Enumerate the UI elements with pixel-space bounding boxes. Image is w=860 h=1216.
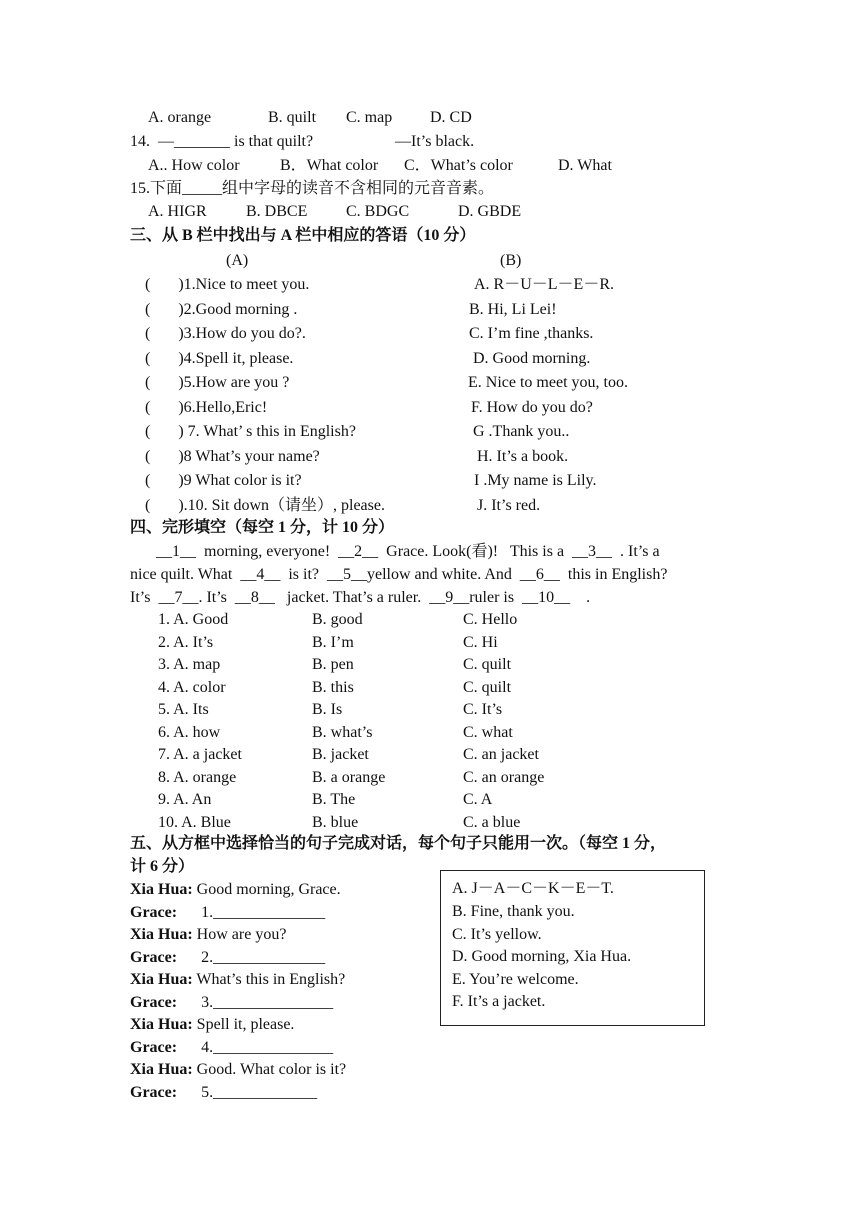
dialogue-line <box>130 948 325 968</box>
line-text: How are you? <box>192 926 287 943</box>
matching-item-b: E. Nice to meet you, too. <box>468 374 628 391</box>
choice-c: C. what <box>463 724 513 741</box>
section5-title-continued: 计 6 分） <box>130 858 195 875</box>
line-text: Good morning, Grace. <box>192 881 341 898</box>
matching-item-a: ( )6.Hello,Eric! <box>145 399 268 416</box>
choice-b: B. pen <box>312 656 354 673</box>
dialogue-line <box>130 880 341 900</box>
choice-b: B. Is <box>312 701 343 718</box>
choice-b: B. good <box>312 611 363 628</box>
matching-item-a: ( )8 What’s your name? <box>145 448 320 465</box>
choice-a: 8. A. orange <box>158 769 237 786</box>
answer-blank: 4._______________ <box>177 1039 334 1056</box>
box-option: F. It’s a jacket. <box>452 993 546 1010</box>
q13-option-d: D. CD <box>430 109 472 126</box>
q14-option-a: A.. How color <box>148 157 240 174</box>
speaker: Xia Hua: <box>130 926 193 943</box>
box-option: A. J－A－C－K－E－T. <box>452 880 614 897</box>
cloze-passage-line: nice quilt. What __4__ is it? __5__yellow and white. And __6__ this in English? <box>130 566 668 583</box>
choice-c: C. quilt <box>463 679 512 696</box>
choice-a: 3. A. map <box>158 656 221 673</box>
choice-a: 7. A. a jacket <box>158 746 242 763</box>
q14-option-b: B．What color <box>280 157 379 174</box>
matching-item-b: H. It’s a book. <box>477 448 569 465</box>
choice-c: C. a blue <box>463 814 521 831</box>
speaker: Xia Hua: <box>130 881 193 898</box>
q14-stem: 14. —_______ is that quilt? <box>130 133 314 150</box>
matching-item-a: ( )1.Nice to meet you. <box>145 276 310 293</box>
dialogue-line <box>130 1083 317 1103</box>
choice-b: B. jacket <box>312 746 369 763</box>
box-option: D. Good morning, Xia Hua. <box>452 948 632 965</box>
speaker: Grace: <box>130 994 178 1011</box>
choice-c: C. A <box>463 791 493 808</box>
answer-blank: 3._______________ <box>177 994 334 1011</box>
section4-title: 四、完形填空（每空 1 分，计 10 分） <box>130 519 395 536</box>
q15-option-d: D. GBDE <box>458 203 522 220</box>
choice-a: 2. A. It’s <box>158 634 214 651</box>
matching-item-b: I .My name is Lily. <box>474 472 597 489</box>
choice-b: B. blue <box>312 814 359 831</box>
matching-item-a: ( )9 What color is it? <box>145 472 302 489</box>
line-text: What’s this in English? <box>192 971 346 988</box>
speaker: Grace: <box>130 904 178 921</box>
box-option: C. It’s yellow. <box>452 926 542 943</box>
choice-a: 4. A. color <box>158 679 226 696</box>
choice-c: C. quilt <box>463 656 512 673</box>
dialogue-line <box>130 993 333 1013</box>
matching-item-a: ( )2.Good morning . <box>145 301 298 318</box>
q13-option-b: B. quilt <box>268 109 317 126</box>
q15-stem: 15.下面_____组中字母的读音不含相同的元音音素。 <box>130 180 495 197</box>
q14-option-d: D. What <box>558 157 612 174</box>
choice-a: 10. A. Blue <box>158 814 231 831</box>
line-text: Good. What color is it? <box>192 1061 347 1078</box>
line-text: Spell it, please. <box>192 1016 295 1033</box>
choice-b: B. this <box>312 679 354 696</box>
choice-b: B. a orange <box>312 769 386 786</box>
matching-item-b: A. R－U－L－E－R. <box>474 276 615 293</box>
dialogue-line <box>130 1038 333 1058</box>
q15-option-c: C. BDGC <box>346 203 410 220</box>
section3-title: 三、从 B 栏中找出与 A 栏中相应的答语（10 分） <box>130 227 476 244</box>
dialogue-line <box>130 903 325 923</box>
cloze-passage-line: __1__ morning, everyone! __2__ Grace. Look(看)! This is a __3__ . It’s a <box>156 543 660 560</box>
choice-c: C. It’s <box>463 701 503 718</box>
matching-item-b: B. Hi, Li Lei! <box>469 301 557 318</box>
choice-b: B. what’s <box>312 724 373 741</box>
q15-option-a: A. HIGR <box>148 203 207 220</box>
answer-blank: 1.______________ <box>177 904 326 921</box>
dialogue-line <box>130 1015 294 1035</box>
speaker: Grace: <box>130 1039 178 1056</box>
q13-option-a: A. orange <box>148 109 212 126</box>
speaker: Grace: <box>130 949 178 966</box>
choice-a: 6. A. how <box>158 724 221 741</box>
matching-item-a: ( )4.Spell it, please. <box>145 350 294 367</box>
q14-option-c: C．What’s color <box>404 157 513 174</box>
dialogue-line <box>130 925 286 945</box>
choice-a: 1. A. Good <box>158 611 229 628</box>
box-option: B. Fine, thank you. <box>452 903 575 920</box>
column-a-header: (A) <box>226 252 249 269</box>
matching-item-a: ( ) 7. What’ s this in English? <box>145 423 356 440</box>
q13-option-c: C. map <box>346 109 393 126</box>
cloze-passage-line: It’s __7__. It’s __8__ jacket. That’s a ruler. __9__ruler is __10__ . <box>130 589 591 606</box>
matching-item-b: C. I’m fine ,thanks. <box>469 325 594 342</box>
speaker: Xia Hua: <box>130 1061 193 1078</box>
choice-c: C. an orange <box>463 769 545 786</box>
choice-c: C. Hello <box>463 611 518 628</box>
matching-item-a: ( )5.How are you ? <box>145 374 290 391</box>
matching-item-b: F. How do you do? <box>471 399 593 416</box>
section5-title: 五、从方框中选择恰当的句子完成对话，每个句子只能用一次。（每空 1 分， <box>130 835 667 852</box>
choice-a: 9. A. An <box>158 791 212 808</box>
q15-option-b: B. DBCE <box>246 203 308 220</box>
dialogue-line <box>130 970 345 990</box>
choice-c: C. an jacket <box>463 746 539 763</box>
speaker: Xia Hua: <box>130 971 193 988</box>
choice-b: B. I’m <box>312 634 354 651</box>
speaker: Grace: <box>130 1084 178 1101</box>
box-option: E. You’re welcome. <box>452 971 579 988</box>
choice-a: 5. A. Its <box>158 701 209 718</box>
matching-item-b: J. It’s red. <box>477 497 541 514</box>
matching-item-a: ( )3.How do you do?. <box>145 325 306 342</box>
choice-b: B. The <box>312 791 356 808</box>
answer-blank: 5._____________ <box>177 1084 318 1101</box>
column-b-header: (B) <box>500 252 522 269</box>
matching-item-b: D. Good morning. <box>473 350 591 367</box>
dialogue-line <box>130 1060 346 1080</box>
choice-c: C. Hi <box>463 634 498 651</box>
matching-item-b: G .Thank you.. <box>473 423 570 440</box>
speaker: Xia Hua: <box>130 1016 193 1033</box>
q14-answer: —It’s black. <box>395 133 475 150</box>
matching-item-a: ( ).10. Sit down（请坐）, please. <box>145 497 385 514</box>
answer-blank: 2.______________ <box>177 949 326 966</box>
